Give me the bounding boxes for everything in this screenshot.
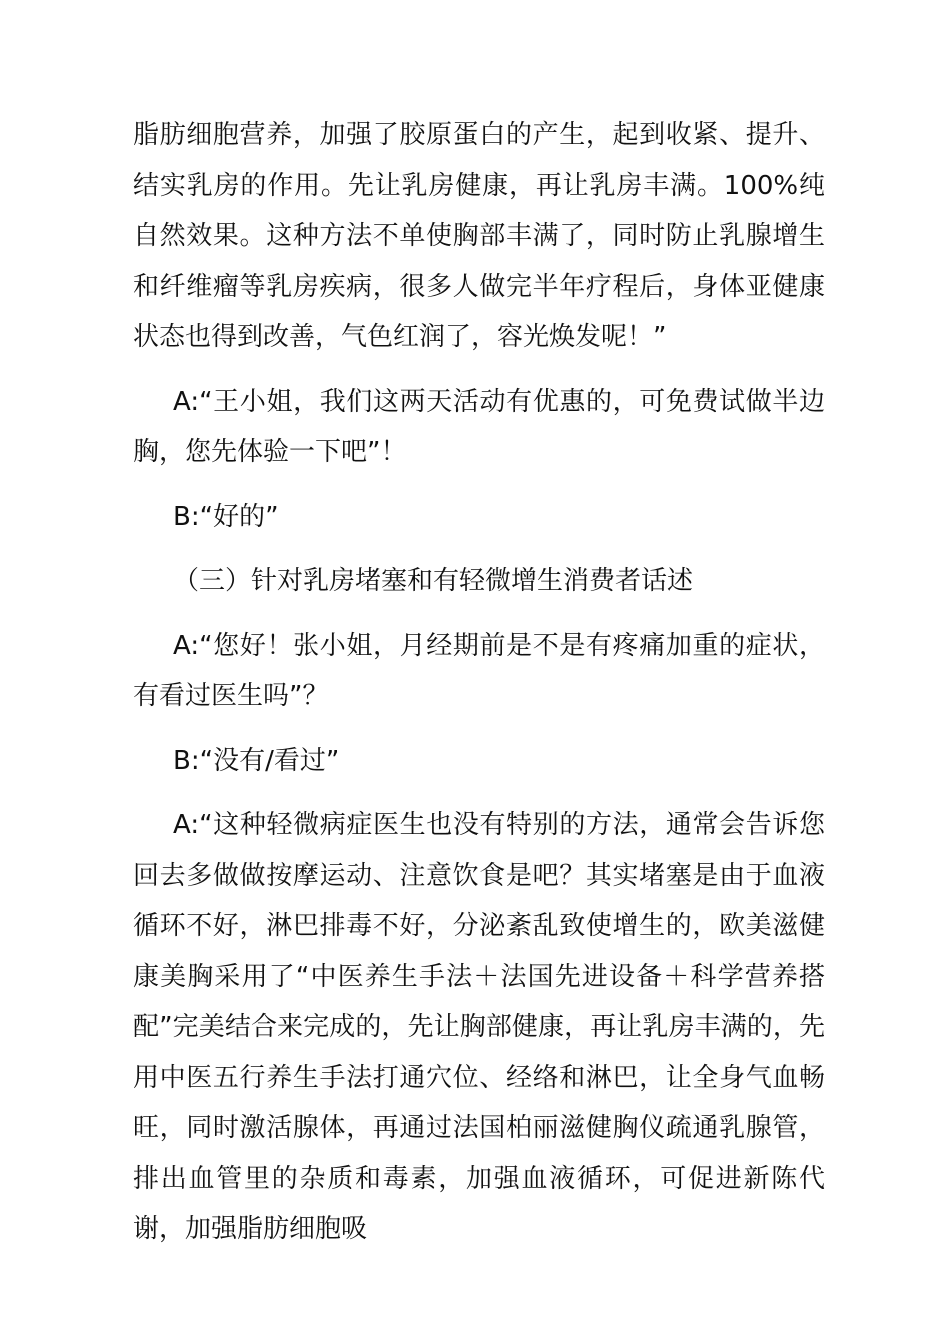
section-heading: （三）针对乳房堵塞和有轻微增生消费者话述 [173,566,694,596]
document-body [133,110,825,1269]
paragraph-dialogue-a-question: A:“您好！张小姐，月经期前是不是有疼痛加重的症状，有看过医生吗”？ [133,630,825,711]
paragraph-continuation: 脂肪细胞营养，加强了胶原蛋白的产生，起到收紧、提升、结实乳房的作用。先让乳房健康，再让乳房丰满。100%纯自然效果。这种方法不单使胸部丰满了，同时防止乳腺增生和纤维瘤等乳房疾病，很多人做完半年疗程后，身体亚健康状态也得到改善，气色红润了，容光焕发呢！” [133,120,825,352]
paragraph-dialogue-a-explanation: A:“这种轻微病症医生也没有特别的方法，通常会告诉您回去多做做按摩运动、注意饮食是吧？其实堵塞是由于血液循环不好，淋巴排毒不好，分泌紊乱致使增生的，欧美滋健康美胸采用了“中医养生手法＋法国先进设备＋科学营养搭配”完美结合来完成的，先让胸部健康，再让乳房丰满的，先用中医五行养生手法打通穴位、经络和淋巴，让全身气血畅旺，同时激活腺体，再通过法国柏丽滋健胸仪疏通乳腺管，排出血管里的杂质和毒素，加强血液循环，可促进新陈代谢，加强脂肪细胞吸 [133,810,825,1244]
paragraph-dialogue-b-answer: B:“没有/看过” [173,745,340,776]
paragraph-dialogue-b-agree: B:“好的” [173,501,279,532]
paragraph-dialogue-a-offer: A:“王小姐，我们这两天活动有优惠的，可免费试做半边胸，您先体验一下吧”！ [133,386,825,467]
